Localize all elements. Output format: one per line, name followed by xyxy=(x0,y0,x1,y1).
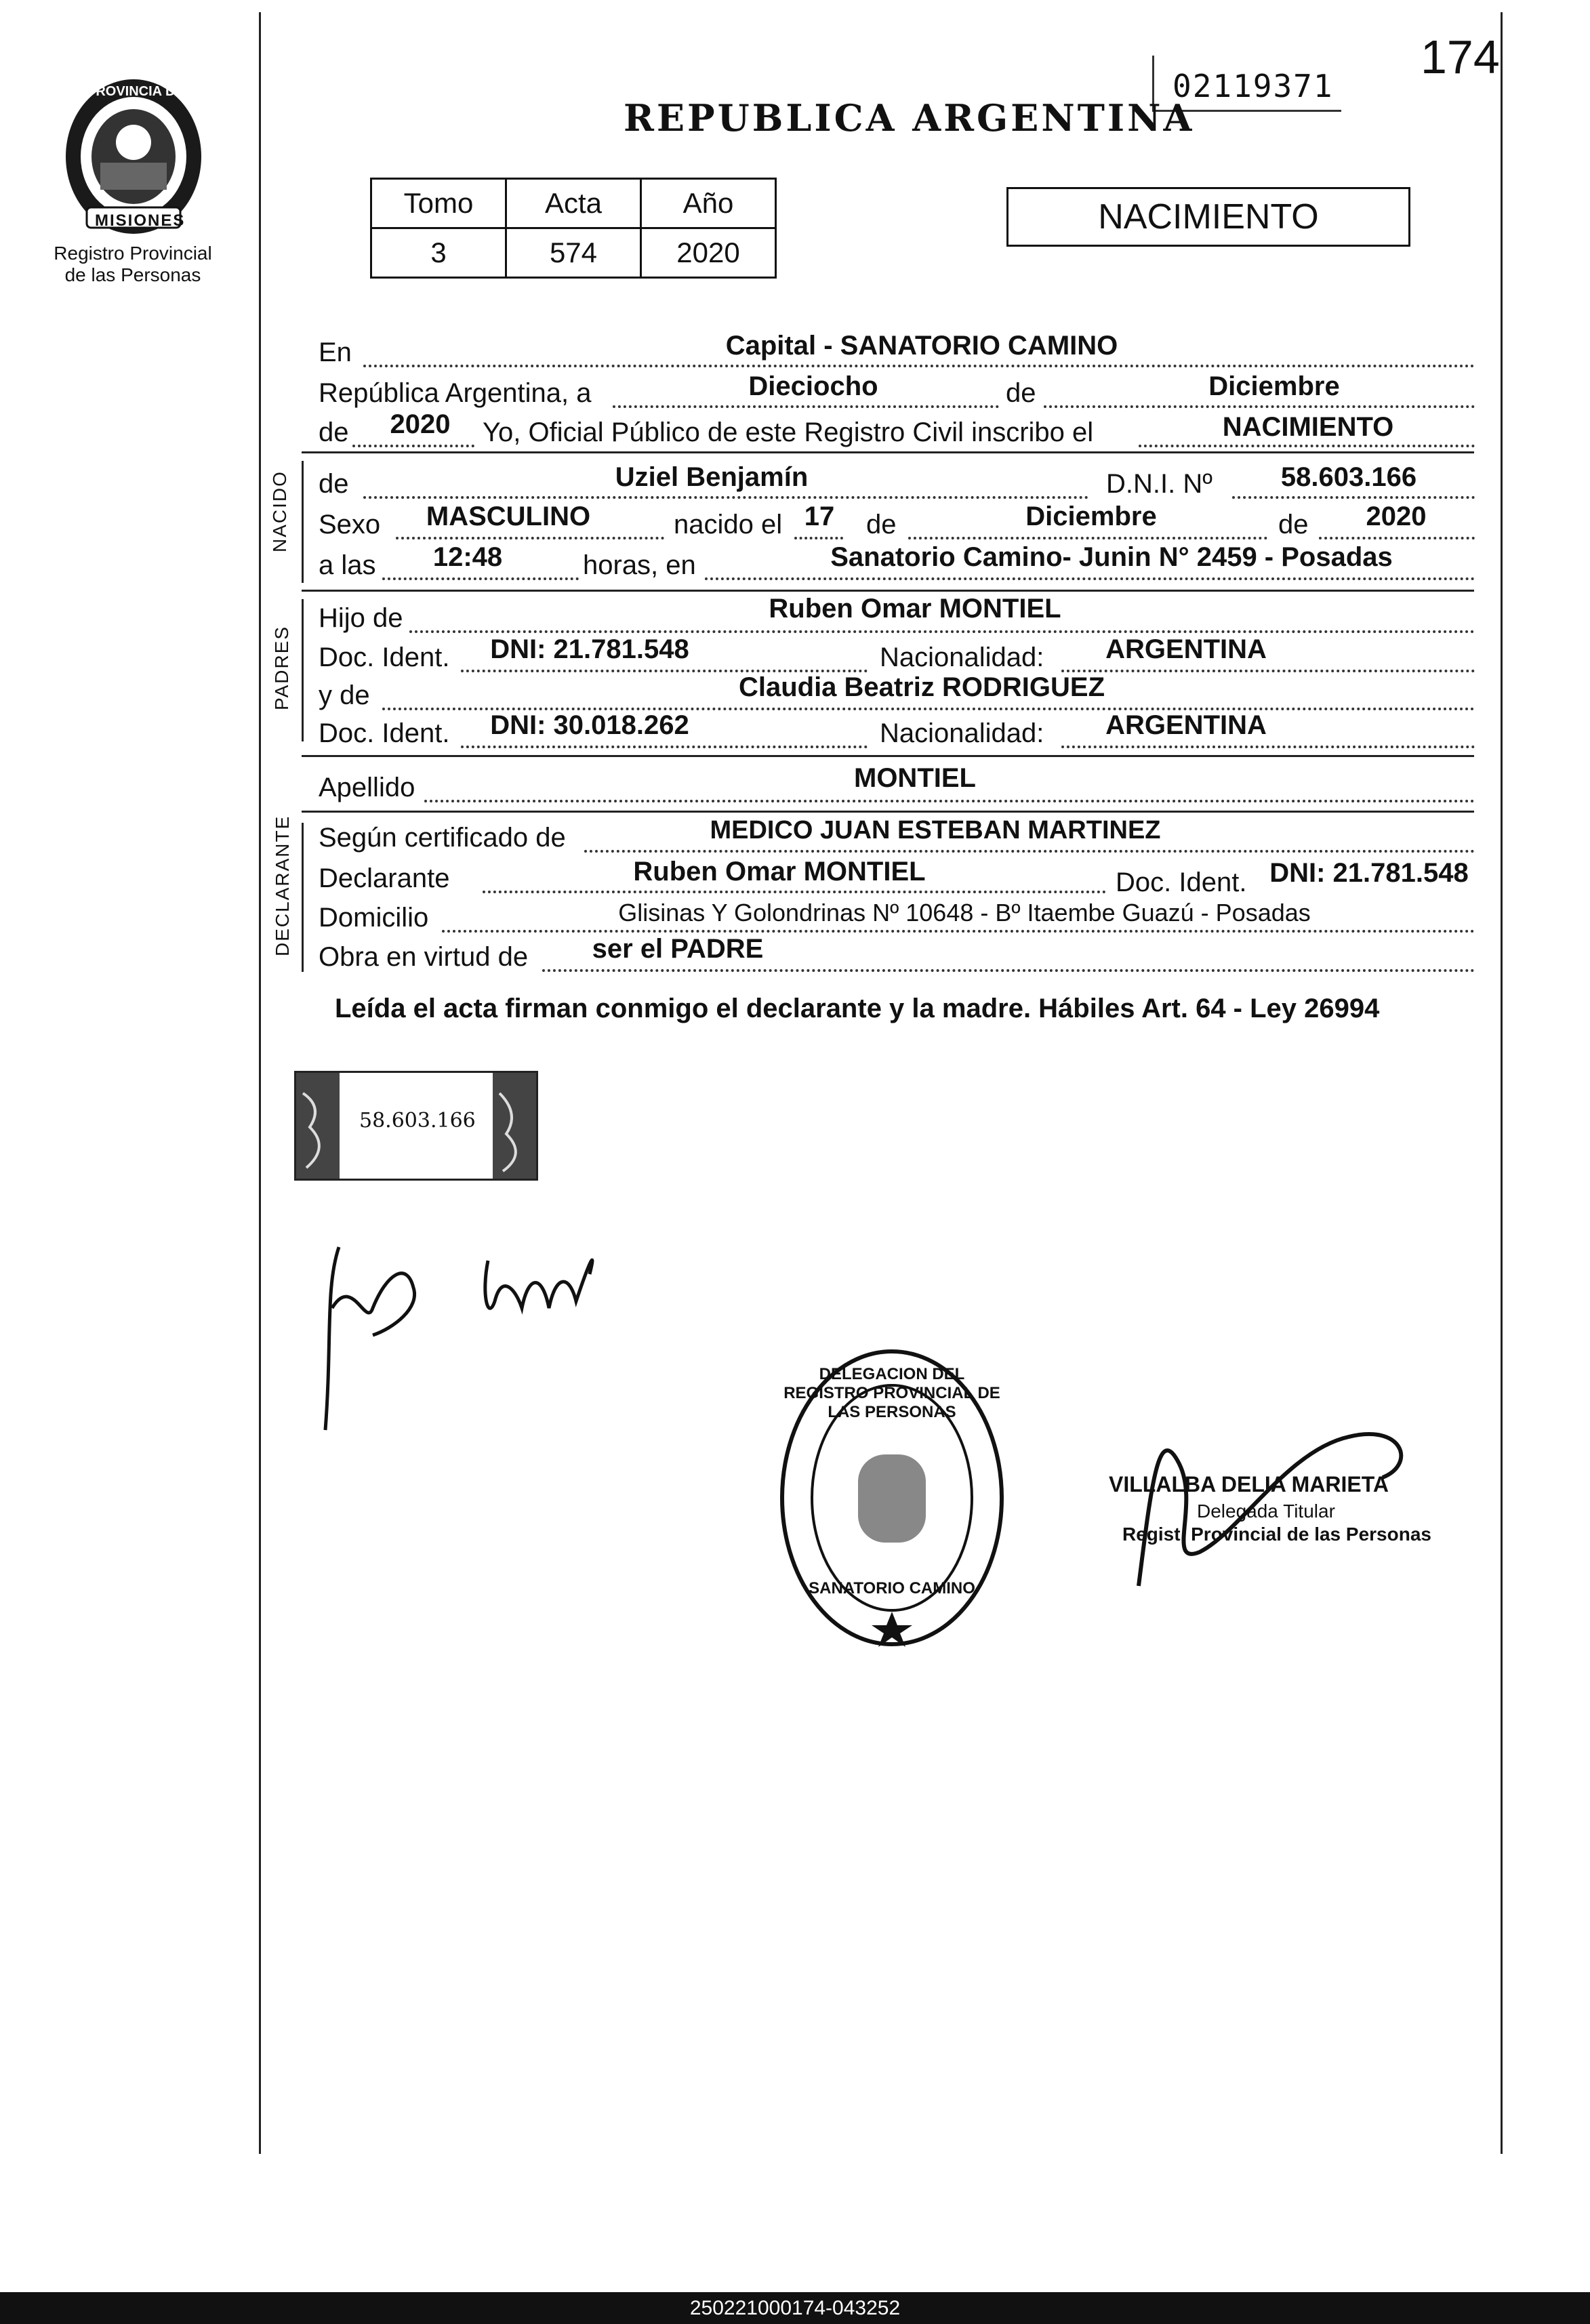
horas-en-label: horas, en xyxy=(583,550,696,580)
footer-code: 250221000174-043252 xyxy=(0,2292,1590,2324)
registry-caption-line1: Registro Provincial xyxy=(54,243,212,264)
round-stamp-outer-text: DELEGACION DEL REGISTRO PROVINCIAL DE LAS PERSONAS xyxy=(783,1365,1000,1421)
de-label: de xyxy=(1006,378,1036,408)
dotted-line xyxy=(352,445,474,447)
nacido-de-label: de xyxy=(319,469,349,499)
thumbprint-label: 58.603.166 xyxy=(359,1109,476,1133)
father-name-value: Ruben Omar MONTIEL xyxy=(769,594,1061,624)
nacido-de-label-2: de xyxy=(866,510,897,539)
record-type-box: NACIMIENTO xyxy=(1006,187,1410,247)
dotted-line xyxy=(483,891,1106,893)
mother-nationality-value: ARGENTINA xyxy=(1105,710,1267,740)
dotted-line xyxy=(1319,537,1475,539)
official-stamp-office: Regist. Provincial de las Personas xyxy=(1122,1524,1431,1545)
obra-label: Obra en virtud de xyxy=(319,942,529,972)
nacido-de-label-3: de xyxy=(1278,510,1309,539)
hora-label: a las xyxy=(319,550,376,580)
mother-doc-value: DNI: 30.018.262 xyxy=(490,710,689,740)
declarante-doc-value: DNI: 21.781.548 xyxy=(1269,858,1469,888)
registry-caption-line2: de las Personas xyxy=(64,264,201,285)
dotted-line xyxy=(1061,746,1475,748)
dotted-line xyxy=(584,850,1475,853)
closing-note: Leída el acta firman conmigo el declarante y la madre. Hábiles Art. 64 - Ley 26994 xyxy=(335,994,1380,1023)
dotted-line xyxy=(409,630,1475,633)
domicilio-label: Domicilio xyxy=(319,903,429,933)
nacido-el-label: nacido el xyxy=(674,510,783,539)
official-stamp-name: VILLALBA DELIA MARIETA xyxy=(1109,1472,1389,1496)
mother-name-value: Claudia Beatriz RODRIGUEZ xyxy=(738,672,1105,702)
meta-value-acta: 574 xyxy=(506,228,641,278)
meta-header-ano: Año xyxy=(641,179,776,228)
mother-doc-label: Doc. Ident. xyxy=(319,718,450,748)
domicilio-value: Glisinas Y Golondrinas Nº 10648 - Bº Itaembe Guazú - Posadas xyxy=(618,899,1311,926)
official-stamp-role: Delegada Titular xyxy=(1197,1501,1335,1522)
father-nationality-label: Nacionalidad: xyxy=(880,643,1044,672)
section-divider xyxy=(302,451,1474,453)
dotted-line xyxy=(363,496,1088,499)
dotted-line xyxy=(542,969,1475,972)
right-margin-rule xyxy=(1501,12,1503,2154)
sexo-label: Sexo xyxy=(319,510,381,539)
certificado-label: Según certificado de xyxy=(319,823,566,853)
nacido-section-label: NACIDO xyxy=(269,470,290,552)
father-doc-label: Doc. Ident. xyxy=(319,643,450,672)
meta-header-acta: Acta xyxy=(506,179,641,228)
birth-year-value: 2020 xyxy=(1366,502,1427,531)
dotted-line xyxy=(396,537,664,539)
dotted-line xyxy=(1044,405,1475,408)
place-value: Capital - SANATORIO CAMINO xyxy=(725,331,1118,361)
hora-value: 12:48 xyxy=(432,542,503,572)
meta-value-tomo: 3 xyxy=(371,228,506,278)
year-value: 2020 xyxy=(390,409,451,439)
section-divider xyxy=(302,811,1474,813)
birth-day-value: 17 xyxy=(804,502,835,531)
day-words-value: Dieciocho xyxy=(748,371,878,401)
father-nationality-value: ARGENTINA xyxy=(1105,634,1267,664)
padres-section-label: PADRES xyxy=(271,625,292,710)
handwritten-signature-declarant xyxy=(312,1234,447,1444)
dotted-line xyxy=(424,800,1475,802)
sexo-value: MASCULINO xyxy=(426,502,591,531)
nacido-bracket xyxy=(302,461,304,583)
en-label: En xyxy=(319,338,352,367)
handwritten-signature-mother xyxy=(474,1234,610,1335)
section-divider xyxy=(302,755,1474,757)
dotted-line xyxy=(382,577,579,580)
act-value: NACIMIENTO xyxy=(1222,412,1394,442)
dotted-line xyxy=(613,405,999,408)
hijo-de-label: Hijo de xyxy=(319,603,403,633)
record-meta-table xyxy=(370,178,777,279)
declarante-label: Declarante xyxy=(319,863,450,893)
dni-label: D.N.I. Nº xyxy=(1106,469,1212,499)
dotted-line xyxy=(1139,445,1475,447)
dotted-line xyxy=(794,537,843,539)
republica-label: República Argentina, a xyxy=(319,378,592,408)
birth-month-value: Diciembre xyxy=(1025,502,1157,531)
dotted-line xyxy=(442,930,1475,933)
apellido-value: MONTIEL xyxy=(854,763,976,793)
father-doc-value: DNI: 21.781.548 xyxy=(490,634,689,664)
dotted-line xyxy=(461,746,868,748)
dotted-line xyxy=(363,365,1475,367)
child-name-value: Uziel Benjamín xyxy=(615,462,809,492)
apellido-label: Apellido xyxy=(319,773,415,802)
page-title: REPUBLICA ARGENTINA xyxy=(624,96,1195,140)
birth-place-value: Sanatorio Camino- Junin N° 2459 - Posadas xyxy=(830,542,1393,572)
round-stamp-inner-text: SANATORIO CAMINO xyxy=(809,1579,975,1597)
declarante-doc-label: Doc. Ident. xyxy=(1116,868,1247,897)
official-text: Yo, Oficial Público de este Registro Civil inscribo el xyxy=(483,417,1094,447)
left-margin-rule xyxy=(259,12,261,2154)
padres-bracket xyxy=(302,599,304,741)
page-number: 174 xyxy=(1421,30,1500,83)
meta-value-ano: 2020 xyxy=(641,228,776,278)
year-prefix-label: de xyxy=(319,417,349,447)
obra-value: ser el PADRE xyxy=(592,934,764,964)
certificado-value: MEDICO JUAN ESTEBAN MARTINEZ xyxy=(710,816,1161,844)
declarante-bracket xyxy=(302,823,304,972)
meta-header-tomo: Tomo xyxy=(371,179,506,228)
stamp-number: 02119371 xyxy=(1173,68,1334,104)
declarante-value: Ruben Omar MONTIEL xyxy=(633,857,926,886)
dotted-line xyxy=(705,577,1475,580)
mother-nationality-label: Nacionalidad: xyxy=(880,718,1044,748)
y-de-label: y de xyxy=(319,680,370,710)
seal-ribbon-text: MISIONES xyxy=(95,211,186,230)
seal-arc-text: PROVINCIA DE xyxy=(87,84,184,99)
month-value: Diciembre xyxy=(1208,371,1340,401)
declarante-section-label: DECLARANTE xyxy=(272,815,293,956)
dotted-line xyxy=(908,537,1267,539)
dotted-line xyxy=(1232,496,1475,499)
child-dni-value: 58.603.166 xyxy=(1280,462,1417,492)
section-divider xyxy=(302,590,1474,592)
